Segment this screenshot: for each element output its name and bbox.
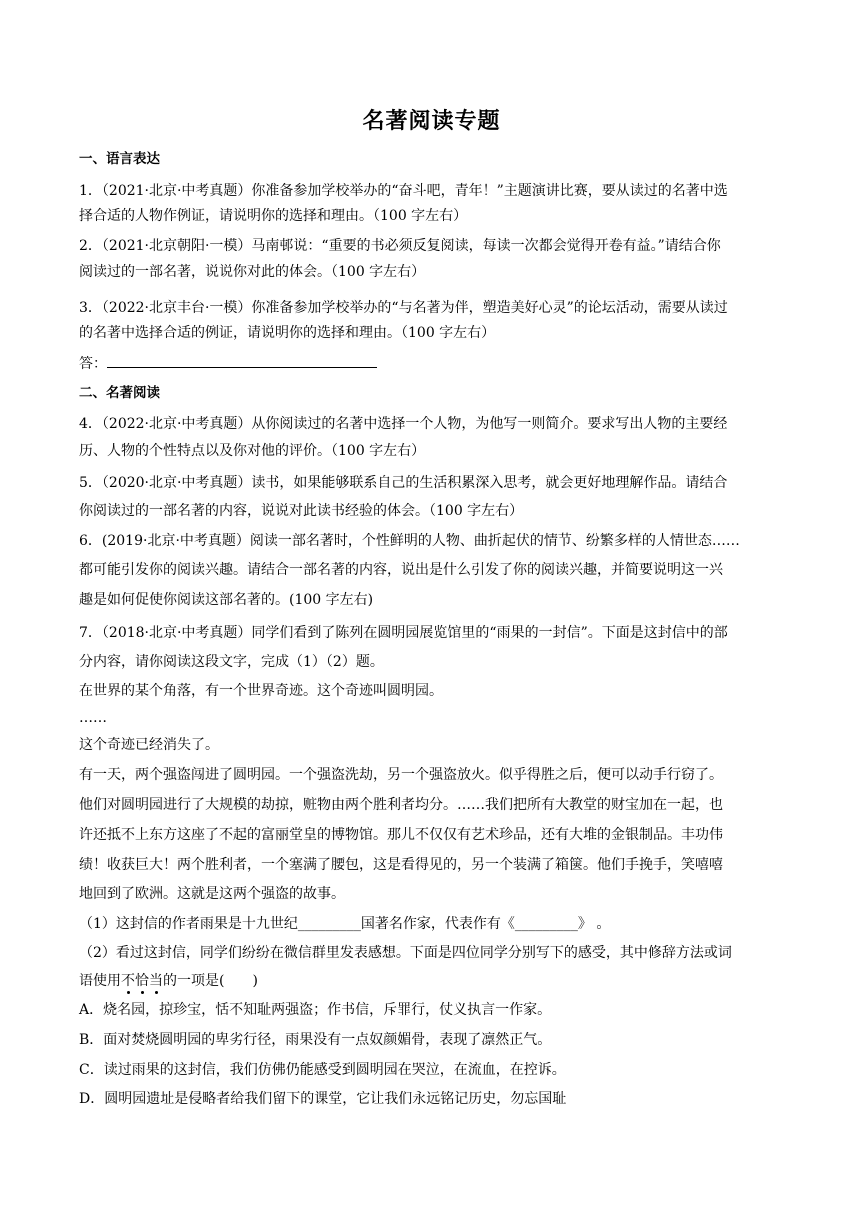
passage-line-5: 许还抵不上东方这座了不起的富丽堂皇的博物馆。那儿不仅仅有艺术珍品，还有大堆的金银制品。丰功伟 xyxy=(79,827,723,843)
sub-question-2-text-pre: 语使用 xyxy=(79,973,121,989)
question-6-line-3: 趣是如何促使你阅读这部名著的。(100 字左右) xyxy=(79,592,374,608)
question-6-line-2: 都可能引发你的阅读兴趣。请结合一部名著的内容，说出是什么引发了你的阅读兴趣，并简要说明这一兴 xyxy=(79,562,723,578)
sub-question-2-text-post: 的一项是( ) xyxy=(163,973,258,989)
question-7-line-2: 分内容，请你阅读这段文字，完成（1）（2）题。 xyxy=(79,654,384,670)
passage-line-7: 地回到了欧洲。这就是这两个强盗的故事。 xyxy=(79,886,345,902)
question-1-line-2: 择合适的人物作例证，请说明你的选择和理由。（100 字左右） xyxy=(79,208,468,224)
sub-question-1: （1）这封信的作者雨果是十九世纪_________国著名作家，代表作有《_________》 。 xyxy=(79,916,611,932)
emphasis-char-2: 恰 xyxy=(135,973,149,989)
passage-line-2: 这个奇迹已经消失了。 xyxy=(79,737,219,753)
option-d: D．圆明园遗址是侵略者给我们留下的课堂，它让我们永远铭记历史，勿忘国耻 xyxy=(79,1091,567,1107)
sub-question-2-line-2 xyxy=(79,971,258,991)
question-3-line-1: 3．（2022·北京丰台·一模）你准备参加学校举办的“与名著为伴，塑造美好心灵”的论坛活动，需要从读过 xyxy=(79,300,728,316)
passage-line-4: 他们对圆明园进行了大规模的劫掠，赃物由两个胜利者均分。……我们把所有大教堂的财宝加在一起，也 xyxy=(79,797,723,813)
question-3-line-2: 的名著中选择合适的例证，请说明你的选择和理由。（100 字左右） xyxy=(79,325,496,341)
option-c: C．读过雨果的这封信，我们仿佛仍能感受到圆明园在哭泣，在流血，在控诉。 xyxy=(79,1062,566,1078)
question-1-line-1: 1．（2021·北京·中考真题）你准备参加学校举办的“奋斗吧，青年！”主题演讲比赛，要从读过的名著中选 xyxy=(79,183,728,199)
emphasis-char-1: 不 xyxy=(121,973,135,989)
option-a: A．烧名园，掠珍宝，恬不知耻两强盗；作书信，斥罪行，仗义执言一作家。 xyxy=(79,1002,552,1018)
question-6-line-1: 6．(2019·北京·中考真题）阅读一部名著时，个性鲜明的人物、曲折起伏的情节、纷繁多样的人情世态…… xyxy=(79,533,740,549)
answer-blank[interactable] xyxy=(107,353,377,368)
page-title: 名著阅读专题 xyxy=(362,108,501,134)
question-5-line-2: 你阅读过的一部名著的内容，说说对此读书经验的体会。（100 字左右） xyxy=(79,503,524,519)
passage-line-6: 绩！收获巨大！两个胜利者，一个塞满了腰包，这是看得见的，另一个装满了箱箧。他们手挽手，笑嘻嘻 xyxy=(79,857,723,873)
question-4-line-1: 4．（2022·北京·中考真题）从你阅读过的名著中选择一个人物，为他写一则简介。要求写出人物的主要经 xyxy=(79,416,728,432)
answer-line xyxy=(79,353,377,374)
question-2-line-1: 2．（2021·北京朝阳·一模）马南邨说：“重要的书必须反复阅读，每读一次都会觉得开卷有益。”请结合你 xyxy=(79,238,721,254)
emphasis-char-3: 当 xyxy=(149,973,163,989)
option-b: B．面对焚烧圆明园的卑劣行径，雨果没有一点奴颜媚骨，表现了凛然正气。 xyxy=(79,1032,552,1048)
section-heading-language: 一、语言表达 xyxy=(79,151,160,167)
sub-question-2-line-1: （2）看过这封信，同学们纷纷在微信群里发表感想。下面是四位同学分别写下的感受，其中修辞方法或词 xyxy=(79,945,732,961)
question-7-line-1: 7．（2018·北京·中考真题）同学们看到了陈列在圆明园展览馆里的“雨果的一封信”。下面是这封信中的部 xyxy=(79,625,728,641)
passage-line-1: 在世界的某个角落，有一个世界奇迹。这个奇迹叫圆明园。 xyxy=(79,683,443,699)
passage-line-3: 有一天，两个强盗闯进了圆明园。一个强盗洗劫，另一个强盗放火。似乎得胜之后，便可以动手行窃了。 xyxy=(79,767,723,783)
answer-label: 答： xyxy=(79,356,107,372)
question-4-line-2: 历、人物的个性特点以及你对他的评价。（100 字左右） xyxy=(79,443,426,459)
question-2-line-2: 阅读过的一部名著，说说你对此的体会。（100 字左右） xyxy=(79,264,426,280)
section-heading-reading: 二、名著阅读 xyxy=(79,385,160,401)
question-5-line-1: 5．（2020·北京·中考真题）读书，如果能够联系自己的生活积累深入思考，就会更好地理解作品。请结合 xyxy=(79,475,728,491)
passage-ellipsis: …… xyxy=(79,710,107,726)
